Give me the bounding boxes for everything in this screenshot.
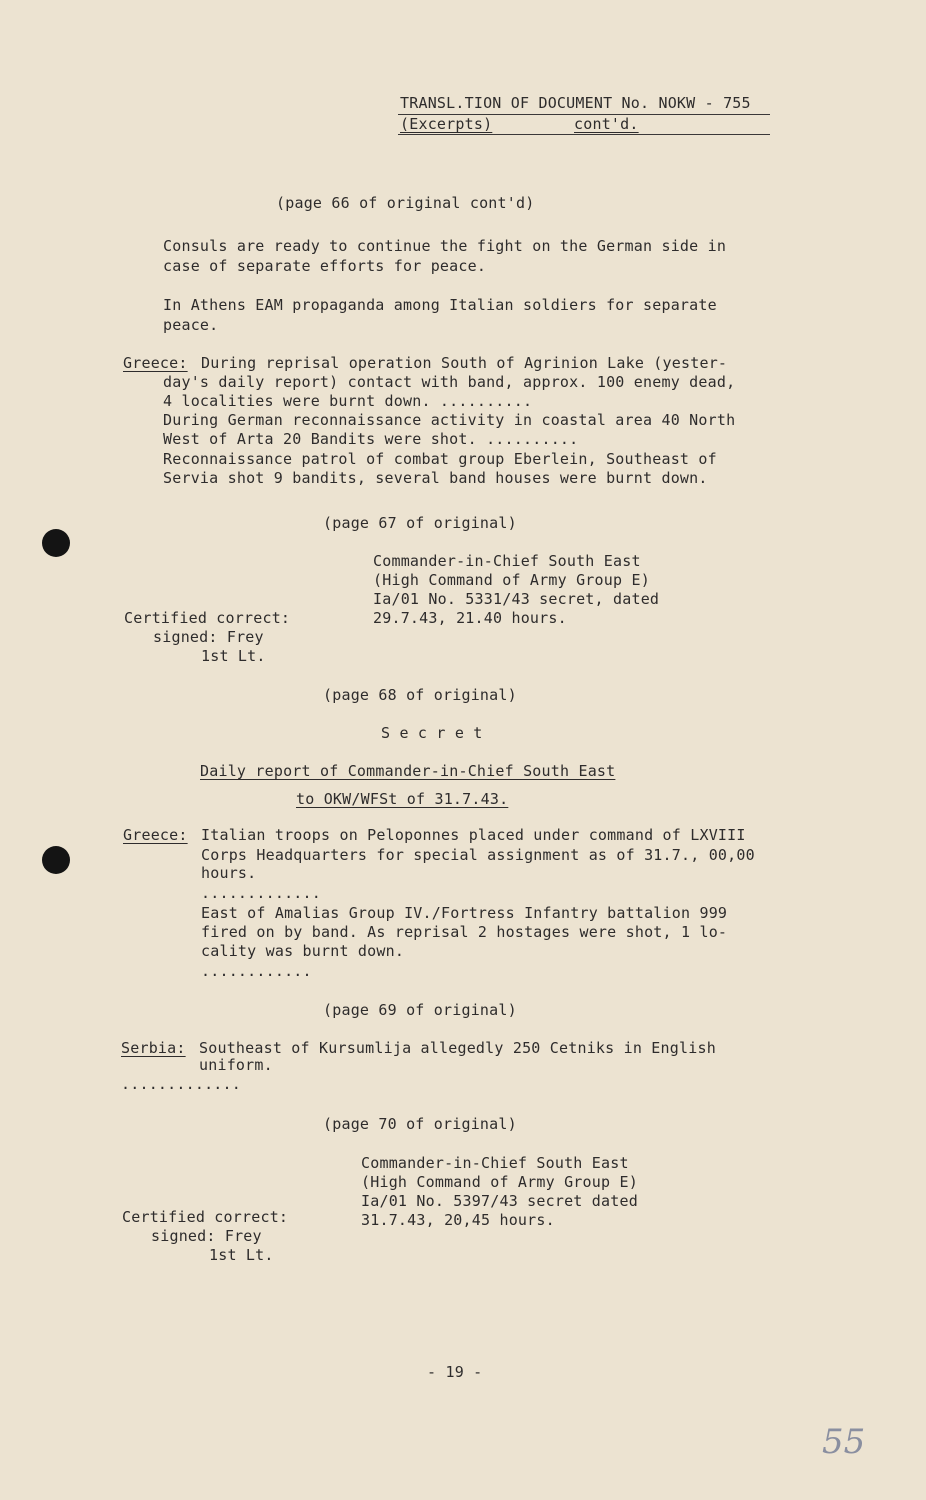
cert1-line-1: Certified correct:: [124, 609, 291, 627]
athens-line-2: peace.: [163, 316, 219, 334]
consuls-line-1: Consuls are ready to continue the fight on the German side in: [163, 237, 727, 255]
athens-line-1: In Athens EAM propaganda among Italian soldiers for separate: [163, 296, 717, 314]
greece1-line-6: Reconnaissance patrol of combat group Eberlein, Southeast of: [163, 450, 717, 468]
greece2-line-5: East of Amalias Group IV./Fortress Infantry battalion 999: [201, 904, 728, 922]
greece2-line-4: .............: [201, 884, 321, 902]
greece2-line-1: Italian troops on Peloponnes placed under command of LXVIII: [201, 826, 746, 844]
punch-hole-bottom: [42, 846, 70, 874]
serbia-label: Serbia:: [121, 1039, 186, 1057]
header-rule-2: [398, 134, 770, 135]
punch-hole-top: [42, 529, 70, 557]
page-number: - 19 -: [427, 1363, 483, 1381]
greece1-line-1: During reprisal operation South of Agrinion Lake (yester-: [201, 354, 728, 372]
page-ref-70: (page 70 of original): [323, 1115, 517, 1133]
cert2-line-1: Certified correct:: [122, 1208, 289, 1226]
greece1-line-5: West of Arta 20 Bandits were shot. ..........: [163, 430, 579, 448]
greece1-line-3: 4 localities were burnt down. ..........: [163, 392, 533, 410]
greece-label-2: Greece:: [123, 826, 188, 844]
header-excerpts: (Excerpts): [400, 115, 493, 133]
daily-report-title-2: to OKW/WFSt of 31.7.43.: [296, 790, 509, 808]
greece2-line-6: fired on by band. As reprisal 2 hostages were shot, 1 lo-: [201, 923, 728, 941]
secret-heading: S e c r e t: [381, 724, 483, 742]
page-ref-68: (page 68 of original): [323, 686, 517, 704]
cert2-line-2: signed: Frey: [151, 1227, 262, 1245]
cert1-line-2: signed: Frey: [153, 628, 264, 646]
daily-report-title-1: Daily report of Commander-in-Chief South East: [200, 762, 616, 780]
greece2-line-3: hours.: [201, 864, 257, 882]
sig2-line-1: Commander-in-Chief South East: [361, 1154, 629, 1172]
sig1-line-1: Commander-in-Chief South East: [373, 552, 641, 570]
sig1-line-2: (High Command of Army Group E): [373, 571, 650, 589]
greece1-line-7: Servia shot 9 bandits, several band houses were burnt down.: [163, 469, 708, 487]
sig2-line-2: (High Command of Army Group E): [361, 1173, 638, 1191]
sig2-line-3: Ia/01 No. 5397/43 secret dated: [361, 1192, 638, 1210]
cert1-line-3: 1st Lt.: [201, 647, 266, 665]
page-ref-67: (page 67 of original): [323, 514, 517, 532]
serbia-dots: .............: [121, 1075, 241, 1093]
sig1-line-3: Ia/01 No. 5331/43 secret, dated: [373, 590, 660, 608]
header-line-1: TRANSL.TION OF DOCUMENT No. NOKW - 755: [400, 94, 751, 112]
page-ref-69: (page 69 of original): [323, 1001, 517, 1019]
greece2-line-8: ............: [201, 962, 312, 980]
consuls-line-2: case of separate efforts for peace.: [163, 257, 487, 275]
greece2-line-7: cality was burnt down.: [201, 942, 405, 960]
serbia-line-1: Southeast of Kursumlija allegedly 250 Cetniks in English: [199, 1039, 716, 1057]
sig2-line-4: 31.7.43, 20,45 hours.: [361, 1211, 555, 1229]
header-contd: cont'd.: [574, 115, 639, 133]
sig1-line-4: 29.7.43, 21.40 hours.: [373, 609, 567, 627]
greece-label-1: Greece:: [123, 354, 188, 372]
greece2-line-2: Corps Headquarters for special assignment as of 31.7., 00,00: [201, 846, 755, 864]
greece1-line-2: day's daily report) contact with band, approx. 100 enemy dead,: [163, 373, 736, 391]
serbia-line-2: uniform.: [199, 1056, 273, 1074]
greece1-line-4: During German reconnaissance activity in coastal area 40 North: [163, 411, 736, 429]
page-ref-66: (page 66 of original cont'd): [276, 194, 535, 212]
handwritten-page-stamp: 55: [822, 1422, 866, 1462]
cert2-line-3: 1st Lt.: [209, 1246, 274, 1264]
